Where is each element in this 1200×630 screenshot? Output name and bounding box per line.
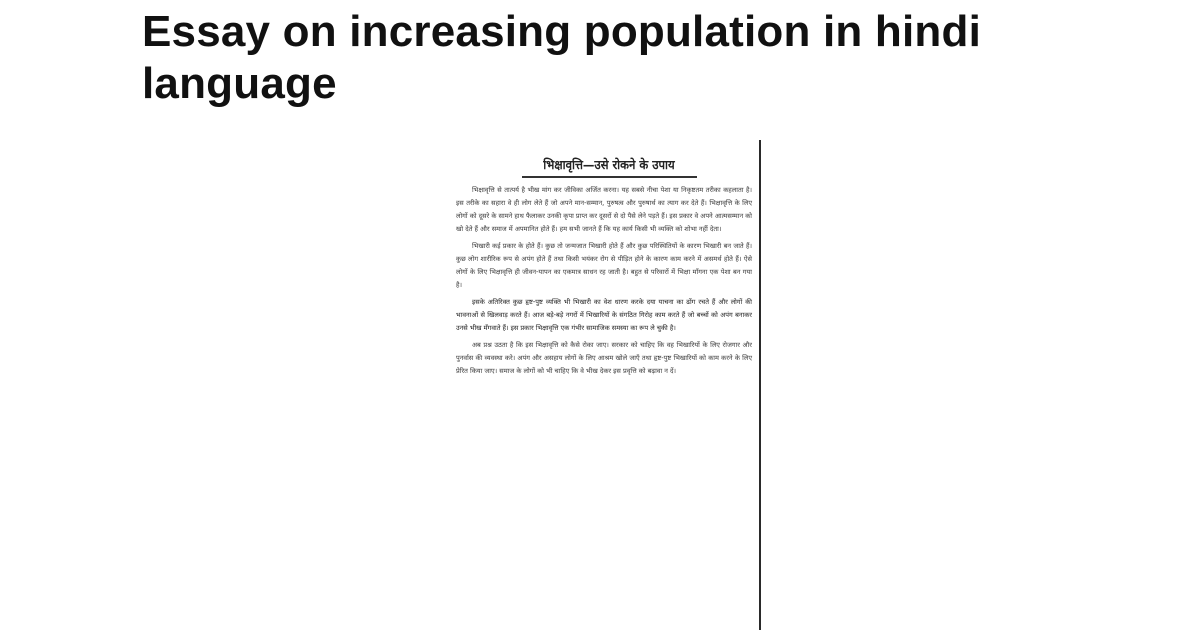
scan-heading: भिक्षावृत्ति—उसे रोकने के उपाय bbox=[543, 157, 675, 172]
scan-heading-underline bbox=[522, 176, 697, 178]
page-title: Essay on increasing population in hindi language bbox=[142, 7, 982, 108]
scan-paragraph-3: इसके अतिरिक्त कुछ हृष्ट-पुष्ट व्यक्ति भी भिखारी का वेश धारण करके दया याचना का ढोंग रचते हैं और लोगों की भावनाओं से खिलवाड़ करते हैं। आज बड़े-बड़े नगरों में भिखारियों के संगठित गिरोह काम करते हैं जो बच्चों को अपंग बनाकर उनसे भीख मँगवाते हैं। इस प्रकार भिक्षावृत्ति एक गंभीर सामाजिक समस्या का रूप ले चुकी है। bbox=[456, 298, 752, 332]
scan-paragraph-1: भिक्षावृत्ति से तात्पर्य है भीख मांग कर जीविका अर्जित करना। यह सबसे नीचा पेशा या निकृष्टतम तरीका कहलाता है। इस तरीके का सहारा वे ही लोग लेते हैं जो अपने मान-सम्मान, पुरुषत्व और पुरुषार्थ का त्याग कर देते हैं। भिक्षावृत्ति के लिए लोगों को दूसरे के सामने हाथ फैलाकर उनकी कृपा प्राप्त कर दूसरों से दो पैसे लेने पड़ते हैं। इस प्रकार वे अपने आत्मसम्मान को खो देते हैं और समाज में अपमानित होते हैं। हम सभी जानते हैं कि यह कार्य किसी भी व्यक्ति को शोभा नहीं देता। bbox=[456, 186, 752, 233]
scan-body bbox=[456, 184, 752, 630]
scan-paragraph-4: अब प्रश्न उठता है कि इस भिक्षावृत्ति को कैसे रोका जाए। सरकार को चाहिए कि वह भिखारियों के लिए रोजगार और पुनर्वास की व्यवस्था करे। अपंग और असहाय लोगों के लिए आश्रम खोले जाएँ तथा हृष्ट-पुष्ट भिखारियों को काम करने के लिए प्रेरित किया जाए। समाज के लोगों को भी चाहिए कि वे भीख देकर इस प्रवृत्ति को बढ़ावा न दें। bbox=[456, 341, 752, 375]
scan-right-border bbox=[759, 140, 761, 630]
scan-paragraph-2: भिखारी कई प्रकार के होते हैं। कुछ तो जन्मजात भिखारी होते हैं और कुछ परिस्थितियों के कारण भिखारी बन जाते हैं। कुछ लोग शारीरिक रूप से अपंग होते हैं तथा किसी भयंकर रोग से पीड़ित होने के कारण काम करने में असमर्थ होते हैं। ऐसे लोगों के लिए भिक्षावृत्ति ही जीवन-यापन का एकमात्र साधन रह जाती है। बहुत से परिवारों में भिक्षा माँगना एक पेशा बन गया है। bbox=[456, 242, 752, 289]
scanned-essay-page bbox=[444, 140, 764, 630]
